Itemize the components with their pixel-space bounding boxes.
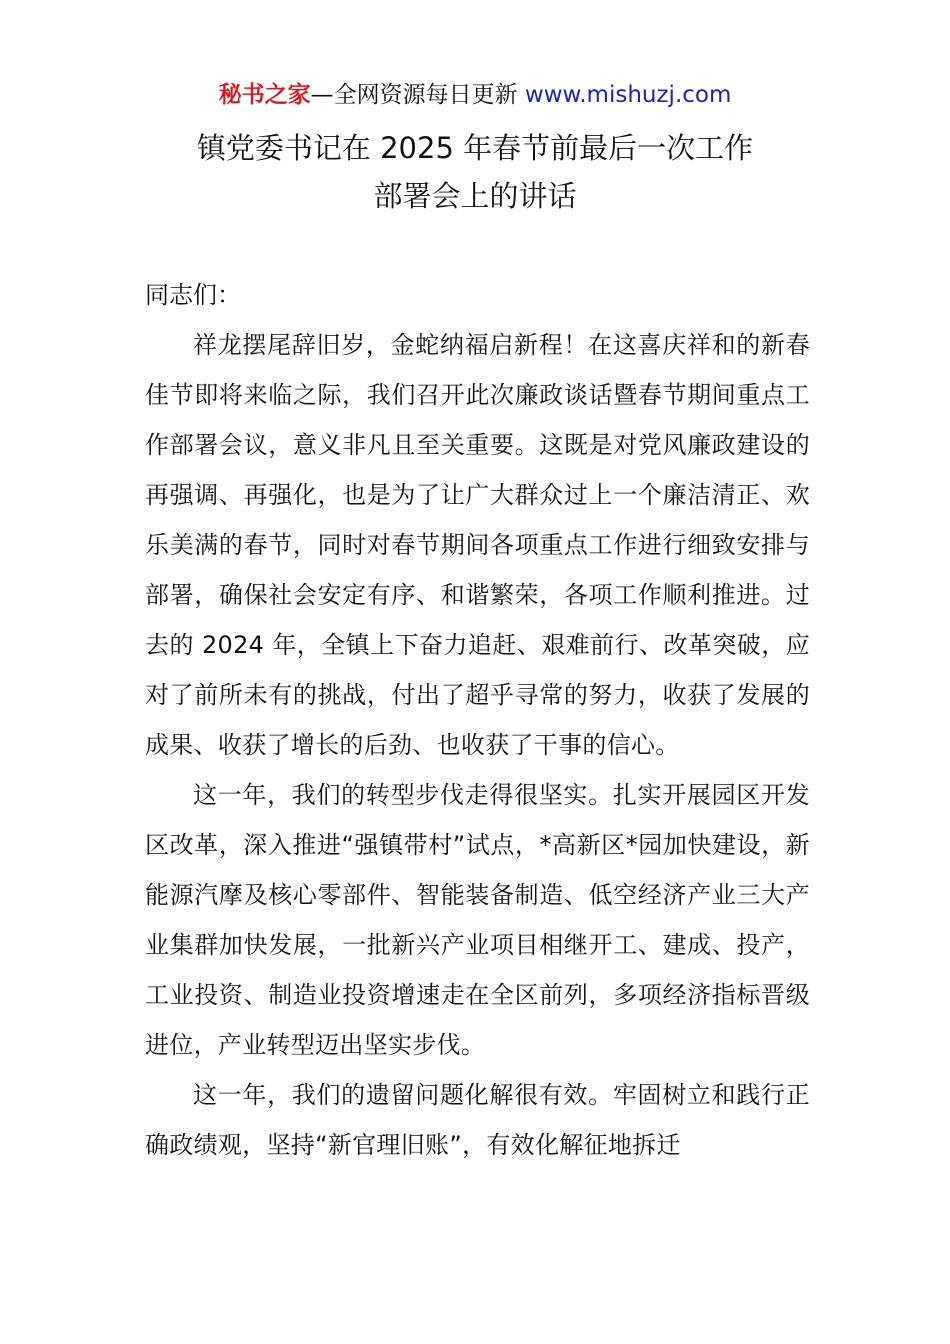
site-url-link[interactable]: www.mishuzj.com	[524, 82, 732, 108]
title-line-2: 部署会上的讲话	[373, 179, 577, 213]
paragraph-2: 这一年，我们的转型步伐走得很坚实。扎实开展园区开发区改革，深入推进“强镇带村”试点，*高新区*园加快建设，新能源汽摩及核心零部件、智能装备制造、低空经济产业三大产业集群加快发展，一批新兴产业项目相继开工、建成、投产，工业投资、制造业投资增速走在全区前列，多项经济指标晋级进位，产业转型迈出坚实步伐。	[145, 781, 810, 1059]
site-header	[0, 78, 950, 112]
document-title	[100, 124, 850, 220]
paragraph-3: 这一年，我们的遗留问题化解很有效。牢固树立和践行正确政绩观，坚持“新官理旧账”，有效化解征地拆迁	[145, 1081, 810, 1159]
site-tagline: —全网资源每日更新	[310, 82, 518, 108]
paragraph-1: 祥龙摆尾辞旧岁，金蛇纳福启新程！在这喜庆祥和的新春佳节即将来临之际，我们召开此次廉政谈话暨春节期间重点工作部署会议，意义非凡且至关重要。这既是对党风廉政建设的再强调、再强化，也是为了让广大群众过上一个廉洁清正、欢乐美满的春节，同时对春节期间各项重点工作进行细致安排与部署，确保社会安定有序、和谐繁荣，各项工作顺利推进。过去的 2024 年，全镇上下奋力追赶、艰难前行、改革突破，应对了前所未有的挑战，付出了超乎寻常的努力，收获了发展的成果、收获了增长的后劲、也收获了干事的信心。	[145, 331, 810, 759]
title-line-1: 镇党委书记在 2025 年春节前最后一次工作	[196, 131, 754, 165]
document-body	[145, 320, 810, 1170]
site-name: 秘书之家	[218, 82, 311, 108]
salutation: 同志们：	[145, 281, 241, 309]
